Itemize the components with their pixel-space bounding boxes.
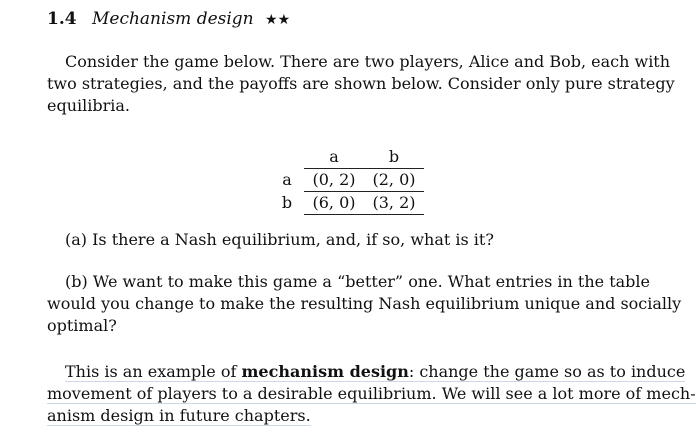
question-a [47,229,650,251]
closing-line [47,361,686,383]
section-number: 1.4 [47,9,77,29]
intro-line: two strategies, and the payoffs are shown below. Consider only pure strategy [47,74,675,93]
row-header: a [282,170,292,189]
col-header: b [364,146,424,169]
question-a-text: (a) Is there a Nash equilibrium, and, if so, what is it? [65,230,494,249]
col-header: a [304,146,364,169]
difficulty-stars: ★★ [265,12,291,28]
question-b-line: (b) We want to make this game a “better” one. What entries in the table [65,272,650,291]
payoff-cell: (0, 2) [304,169,364,192]
mechanism-design-term: mechanism design [241,362,409,381]
section-heading [47,9,290,30]
closing-line: anism design in future chapters. [47,406,311,425]
intro-line: Consider the game below. There are two players, Alice and Bob, each with [65,52,671,71]
closing-post: : change the game so as to induce [408,362,686,381]
section-title: Mechanism design [91,9,254,29]
question-b-line: optimal? [47,316,117,335]
payoff-cell: (6, 0) [304,192,364,215]
closing-paragraph [47,361,696,427]
question-b-line: would you change to make the resulting Nash equilibrium unique and socially [47,294,682,313]
intro-line: equilibria. [47,96,130,115]
closing-pre: This is an example of [65,362,242,381]
payoff-cell: (3, 2) [364,192,424,215]
payoff-cell: (2, 0) [364,169,424,192]
question-b [47,271,682,337]
payoff-matrix [270,146,424,215]
intro-paragraph [47,51,675,117]
row-header: b [281,193,293,212]
closing-line: movement of players to a desirable equilibrium. We will see a lot more of mech- [47,384,696,403]
